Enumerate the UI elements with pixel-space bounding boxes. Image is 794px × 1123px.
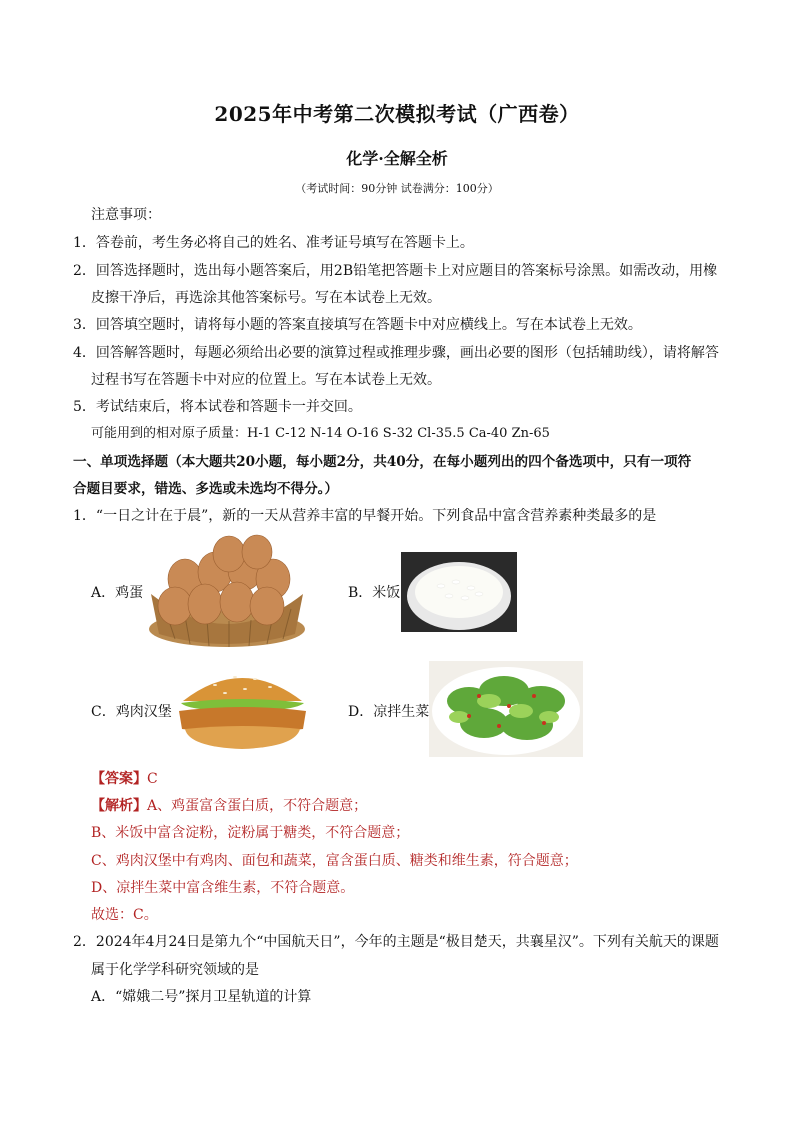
note-item-4-cont: 过程书写在答题卡中对应的位置上。写在本试卷上无效。 bbox=[91, 372, 441, 388]
page-subtitle: 化学·全解全析 bbox=[346, 149, 448, 168]
option-b-label: B．米饭 bbox=[348, 585, 401, 601]
note-item-5: 5．考试结束后，将本试卷和答题卡一并交回。 bbox=[73, 399, 362, 415]
analysis-b: B、米饭中富含淀粉，淀粉属于糖类，不符合题意； bbox=[91, 825, 410, 841]
note-item-1: 1．答卷前，考生务必将自己的姓名、准考证号填写在答题卡上。 bbox=[73, 235, 474, 251]
rice-image bbox=[401, 552, 517, 632]
exam-info: （考试时间：90分钟 试卷满分：100分） bbox=[295, 182, 499, 195]
answer-label: 【答案】 bbox=[91, 771, 147, 787]
answer-value: C bbox=[147, 771, 158, 787]
note-item-2-cont: 皮擦干净后，再选涂其他答案标号。写在本试卷上无效。 bbox=[91, 290, 441, 306]
option-d-label: D．凉拌生菜 bbox=[348, 704, 430, 720]
page-title: 2025年中考第二次模拟考试（广西卷） bbox=[214, 102, 580, 126]
analysis-c: C、鸡肉汉堡中有鸡肉、面包和蔬菜，富含蛋白质、糖类和维生素，符合题意； bbox=[91, 853, 578, 869]
notes-heading: 注意事项： bbox=[91, 207, 161, 223]
analysis-d: D、凉拌生菜中富含维生素，不符合题意。 bbox=[91, 880, 355, 896]
section-heading: 一、单项选择题（本大题共20小题，每小题2分，共40分，在每小题列出的四个备选项中，只有一项符 bbox=[73, 454, 692, 470]
question-2-stem-cont: 属于化学学科研究领域的是 bbox=[91, 962, 259, 978]
lettuce-salad-image bbox=[429, 661, 583, 757]
note-item-2: 2．回答选择题时，选出每小题答案后，用2B铅笔把答题卡上对应题目的答案标号涂黑。如需改动，用橡 bbox=[73, 263, 718, 279]
note-item-4: 4．回答解答题时，每题必须给出必要的演算过程或推理步骤，画出必要的图形（包括辅助线），请将解答 bbox=[73, 345, 719, 361]
option-c-label: C．鸡肉汉堡 bbox=[91, 704, 172, 720]
analysis-line-a bbox=[91, 796, 367, 816]
question-1-stem: 1．“一日之计在于晨”，新的一天从营养丰富的早餐开始。下列食品中富含营养素种类最多的是 bbox=[73, 508, 657, 524]
chicken-burger-image bbox=[175, 663, 310, 753]
analysis-label: 【解析】 bbox=[91, 798, 147, 814]
analysis-conclusion: 故选：C。 bbox=[91, 907, 158, 923]
question-2-stem: 2．2024年4月24日是第九个“中国航天日”，今年的主题是“极目楚天，共襄星汉”。下列有关航天的课题 bbox=[73, 934, 719, 950]
answer-line bbox=[91, 769, 158, 789]
question-2-option-a: A．“嫦娥二号”探月卫星轨道的计算 bbox=[91, 989, 312, 1005]
analysis-a: A、鸡蛋富含蛋白质，不符合题意； bbox=[147, 798, 368, 814]
note-item-3: 3．回答填空题时，请将每小题的答案直接填写在答题卡中对应横线上。写在本试卷上无效。 bbox=[73, 317, 642, 333]
section-heading-cont: 合题目要求，错选、多选或未选均不得分。） bbox=[73, 481, 339, 497]
option-a-label: A．鸡蛋 bbox=[91, 585, 144, 601]
eggs-image bbox=[145, 534, 308, 649]
atomic-masses: 可能用到的相对原子质量：H-1 C-12 N-14 O-16 S-32 Cl-35.5 Ca-40 Zn-65 bbox=[91, 426, 550, 441]
